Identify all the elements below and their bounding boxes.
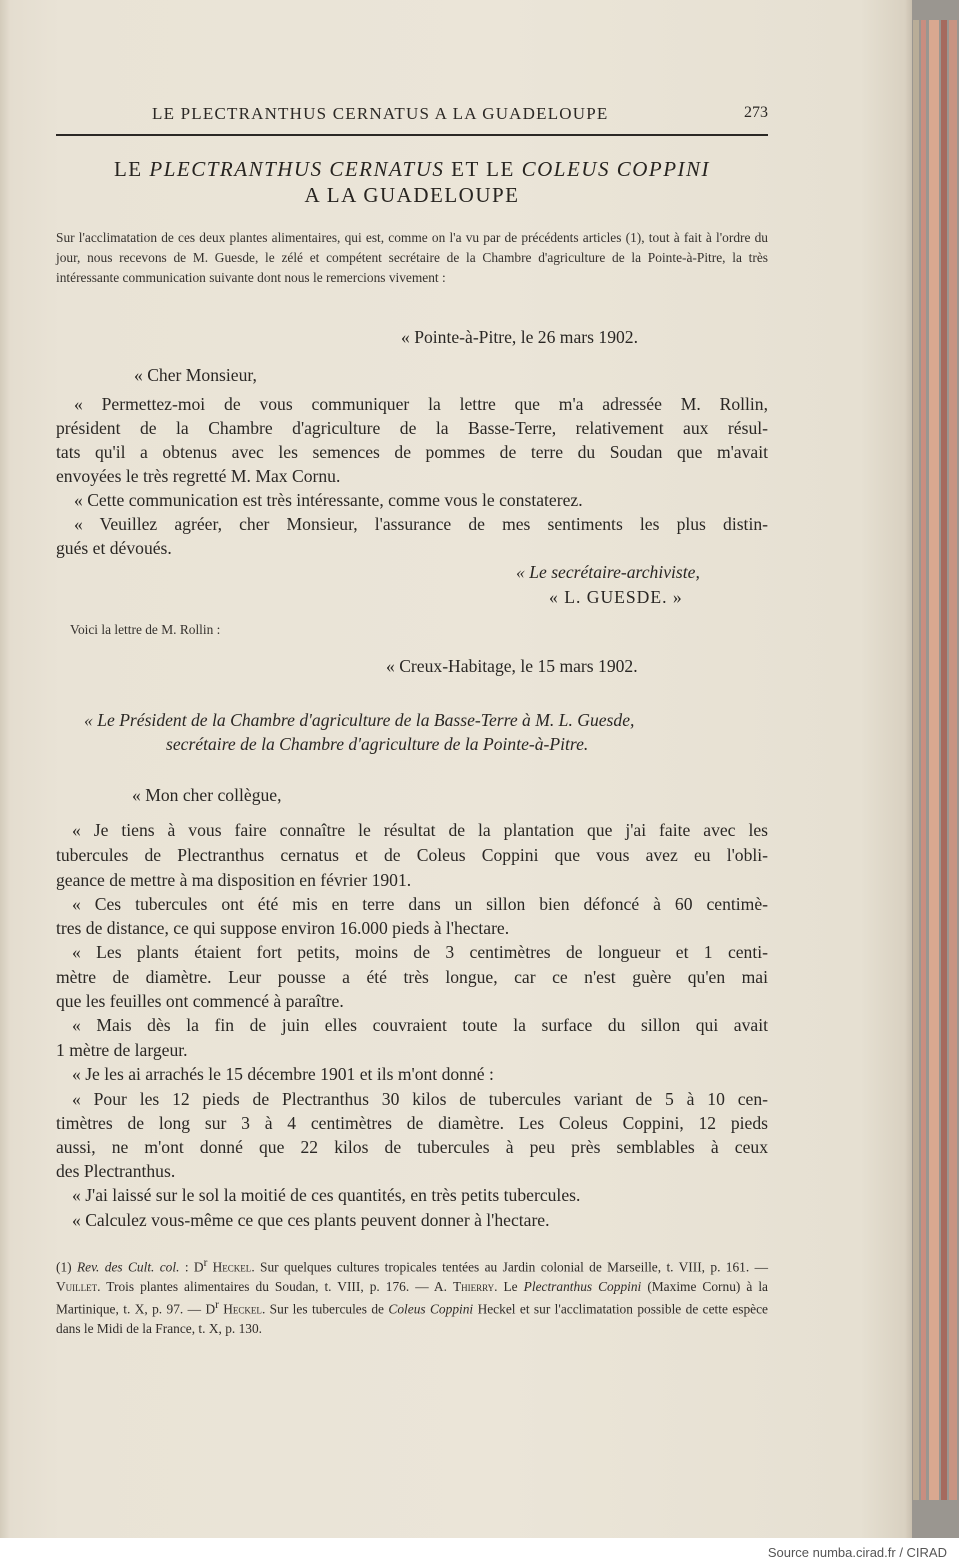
article-title-line-1 — [60, 156, 764, 182]
letter-2-line: des Plectranthus. — [56, 1161, 176, 1181]
letter-2-line: aussi, ne m'ont donné que 22 kilos de tubercules à peu près semblables à ceux — [56, 1137, 768, 1157]
footnote-author: Heckel — [212, 1259, 252, 1275]
letter-2-line: « J'ai laissé sur le sol la moitié de ces quantités, en très petits tubercules. — [72, 1185, 581, 1205]
footnote-text: . Sur les tubercules de — [261, 1301, 384, 1317]
letter-2-line: « Je tiens à vous faire connaître le résultat de la plantation que j'ai faite avec les — [72, 820, 768, 840]
letter-1-line: gués et dévoués. — [56, 538, 172, 558]
page-edge — [941, 20, 947, 1500]
letter-2-line: « Les plants étaient fort petits, moins de 3 centimètres de longueur et 1 centi- — [72, 942, 768, 962]
footnote-text: . Trois plantes alimentaires du Soudan, t. VIII, p. 176. — A. — [97, 1278, 447, 1294]
letter-1-line: président de la Chambre d'agriculture de la Basse-Terre, relativement aux résul- — [56, 418, 768, 438]
footnote-text: Heckel et sur l'acclimatation possible de cette espèce dans le Midi de la France, t. X, p. 130. — [56, 1301, 768, 1336]
footnote-author: Thierry — [452, 1278, 495, 1294]
source-credit: Source numba.cirad.fr / CIRAD — [767, 1545, 947, 1560]
page-edge — [929, 20, 939, 1500]
letter-1-line: « Permettez-moi de vous communiquer la lettre que m'a adressée M. Rollin, — [74, 394, 768, 414]
letter-2-heading-line-2: secrétaire de la Chambre d'agriculture de la Pointe-à-Pitre. — [166, 734, 589, 754]
letter-2-line: mètre de diamètre. Leur pousse a été très longue, car ce n'est guère qu'en mai — [56, 967, 768, 987]
footnote-marker: (1) — [56, 1259, 72, 1275]
title-middle: ET LE — [451, 157, 515, 181]
letter-1-salutation: « Cher Monsieur, — [134, 365, 257, 385]
footnote-species: Plectranthus Coppini — [523, 1278, 642, 1294]
page-edge — [913, 20, 919, 1500]
letter-2-dateline: « Creux-Habitage, le 15 mars 1902. — [386, 656, 638, 676]
page-number: 273 — [744, 104, 768, 121]
footnote-superscript: r — [215, 1299, 219, 1312]
letter-2-line: « Pour les 12 pieds de Plectranthus 30 kilos de tubercules variant de 5 à 10 cen- — [72, 1089, 768, 1109]
intro-paragraph: Sur l'acclimatation de ces deux plantes alimentaires, qui est, comme on l'a vu par de précédents articles (1), tout à fait à l'ordre du jour, nous recevons de M. Guesde, le zélé et compétent secrétaire de la Chambre d'agriculture de la Pointe-à-Pitre, la très intéressante communication suivante dont nous le remercions vivement : — [56, 230, 768, 285]
letter-1-dateline: « Pointe-à-Pitre, le 26 mars 1902. — [401, 327, 638, 347]
page-edge — [949, 20, 957, 1500]
article-title — [60, 156, 764, 208]
footnote-superscript: r — [203, 1257, 208, 1269]
page-edge — [921, 20, 926, 1500]
footnote-journal: Rev. des Cult. col. — [76, 1259, 180, 1275]
letter-2-salutation: « Mon cher collègue, — [132, 785, 282, 805]
footnote-text: (Maxime Cornu) à la Martinique, t. X, p. 97. — D — [56, 1278, 768, 1317]
letter-1-line: « Cette communication est très intéressante, comme vous le constaterez. — [74, 490, 583, 510]
letter-2-line: « Je les ai arrachés le 15 décembre 1901 et ils m'ont donné : — [72, 1064, 494, 1084]
header-rule — [56, 134, 768, 136]
letter-2-line: timètres de long sur 3 à 4 centimètres de diamètre. Les Coleus Coppini, 12 pieds — [56, 1113, 768, 1133]
footnote-author: Heckel — [223, 1301, 262, 1317]
footnote-text: : D — [184, 1259, 204, 1275]
running-head — [56, 104, 768, 132]
letter-2-line: 1 mètre de largeur. — [56, 1040, 188, 1060]
letter-2-line: que les feuilles ont commencé à paraître. — [56, 991, 344, 1011]
article-title-line-2: A LA GUADELOUPE — [304, 183, 520, 207]
letter-1-line: envoyées le très regretté M. Max Cornu. — [56, 466, 341, 486]
letter-1-line: « Veuillez agréer, cher Monsieur, l'assurance de mes sentiments les plus distin- — [74, 514, 768, 534]
footnote — [56, 1254, 768, 1338]
running-head-title: LE PLECTRANTHUS CERNATUS A LA GUADELOUPE — [152, 104, 609, 123]
footnote-text: . Le — [494, 1278, 518, 1294]
signature-title: « Le secrétaire-archiviste, — [516, 562, 700, 582]
transition-text: Voici la lettre de M. Rollin : — [70, 622, 221, 637]
letter-2-heading-line-1: « Le Président de la Chambre d'agriculture de la Basse-Terre à M. L. Guesde, — [84, 710, 635, 730]
footnote-species: Coleus Coppini — [388, 1301, 474, 1317]
footnote-text: . Sur quelques cultures tropicales tentées au Jardin colonial de Marseille, t. VIII, p. 161. — — [251, 1259, 768, 1275]
title-species-2: COLEUS COPPINI — [521, 157, 711, 181]
letter-2-line: « Calculez vous-même ce que ces plants peuvent donner à l'hectare. — [72, 1210, 550, 1230]
signature-name: « L. GUESDE. » — [549, 587, 683, 607]
letter-2-line: « Ces tubercules ont été mis en terre dans un sillon bien défoncé à 60 centimè- — [72, 894, 768, 914]
letter-2-line: tres de distance, ce qui suppose environ 16.000 pieds à l'hectare. — [56, 918, 510, 938]
letter-1-line: tats qu'il a obtenus avec les semences de pommes de terre du Soudan que m'avait — [56, 442, 768, 462]
title-species-1: PLECTRANTHUS CERNATUS — [149, 157, 445, 181]
letter-2-line: tubercules de Plectranthus cernatus et de Coleus Coppini que vous avez eu l'obli- — [56, 845, 768, 865]
letter-2-line: « Mais dès la fin de juin elles couvraient toute la surface du sillon qui avait — [72, 1015, 768, 1035]
title-prefix: LE — [113, 157, 143, 181]
footnote-author: Vuillet — [56, 1278, 98, 1294]
letter-2-line: geance de mettre à ma disposition en février 1901. — [56, 870, 412, 890]
